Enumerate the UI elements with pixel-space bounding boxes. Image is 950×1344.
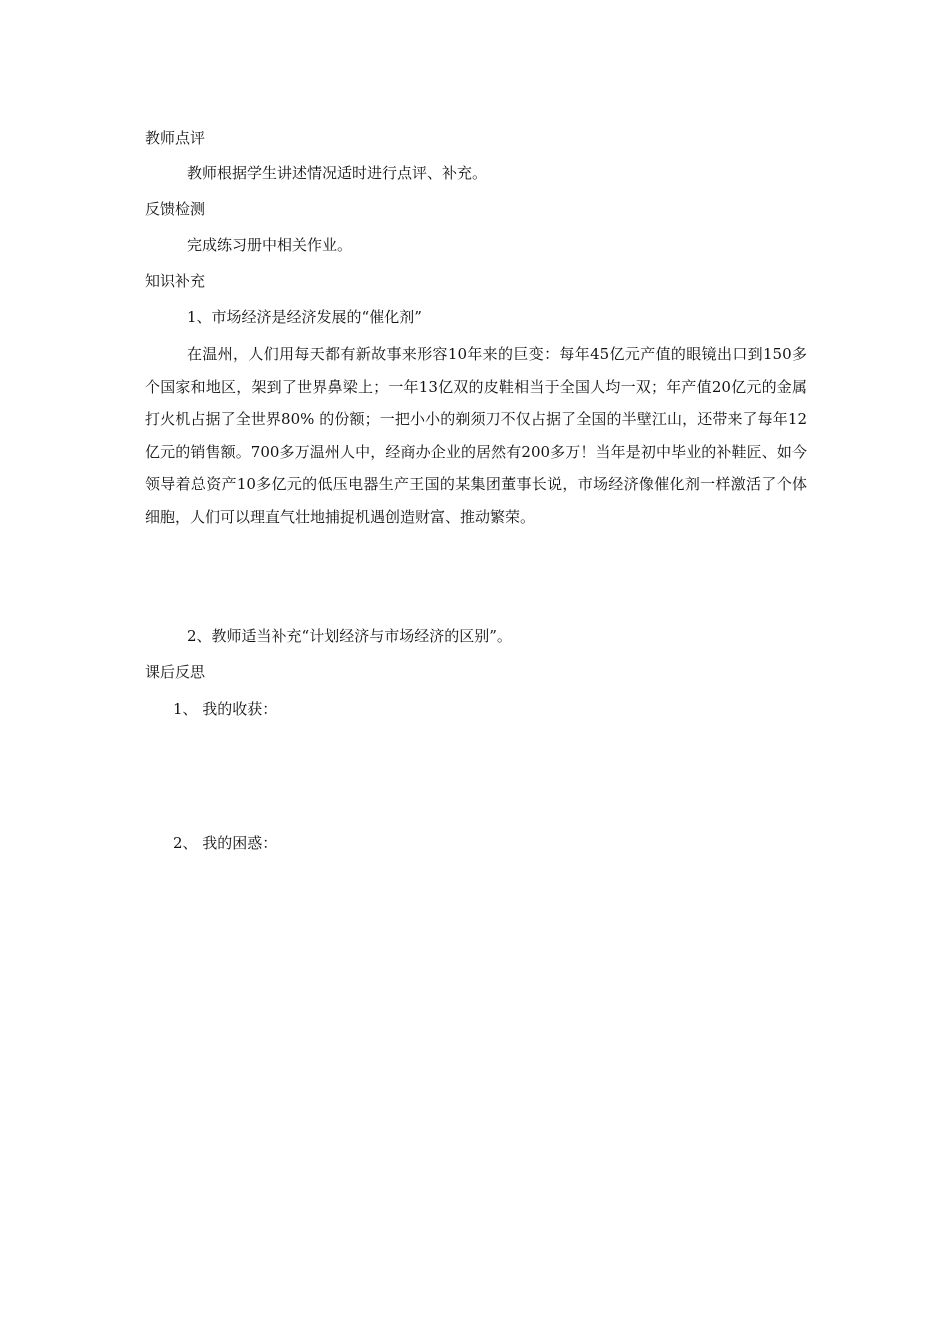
teacher-review-heading: 教师点评 <box>145 129 206 147</box>
knowledge-item1-title: 1、市场经济是经济发展的“催化剂” <box>187 308 422 326</box>
teacher-review-body: 教师根据学生讲述情况适时进行点评、补充。 <box>187 164 488 182</box>
knowledge-heading: 知识补充 <box>145 272 206 290</box>
knowledge-item2: 2、教师适当补充“计划经济与市场经济的区别”。 <box>187 627 512 645</box>
feedback-heading: 反馈检测 <box>145 200 206 218</box>
reflection-confusions: 2、 我的困惑： <box>173 834 278 852</box>
feedback-body: 完成练习册中相关作业。 <box>187 236 353 254</box>
reflection-gains: 1、 我的收获： <box>173 700 278 718</box>
reflection-heading: 课后反思 <box>145 663 206 681</box>
knowledge-item1-paragraph: 在温州，人们用每天都有新故事来形容10年来的巨变：每年45亿元产值的眼镜出口到150多个国家和地区，架到了世界鼻梁上；一年13亿双的皮鞋相当于全国人均一双；年产值20亿元的金属打火机占据了全世界80% 的份额；一把小小的剃须刀不仅占据了全国的半壁江山，还带来了每年12亿元的销售额。700多万温州人中，经商办企业的居然有200多万！当年是初中毕业的补鞋匠、如今领导着总资产10多亿元的低压电器生产王国的某集团董事长说，市场经济像催化剂一样激活了个体细胞，人们可以理直气壮地捕捉机遇创造财富、推动繁荣。 <box>145 345 807 526</box>
